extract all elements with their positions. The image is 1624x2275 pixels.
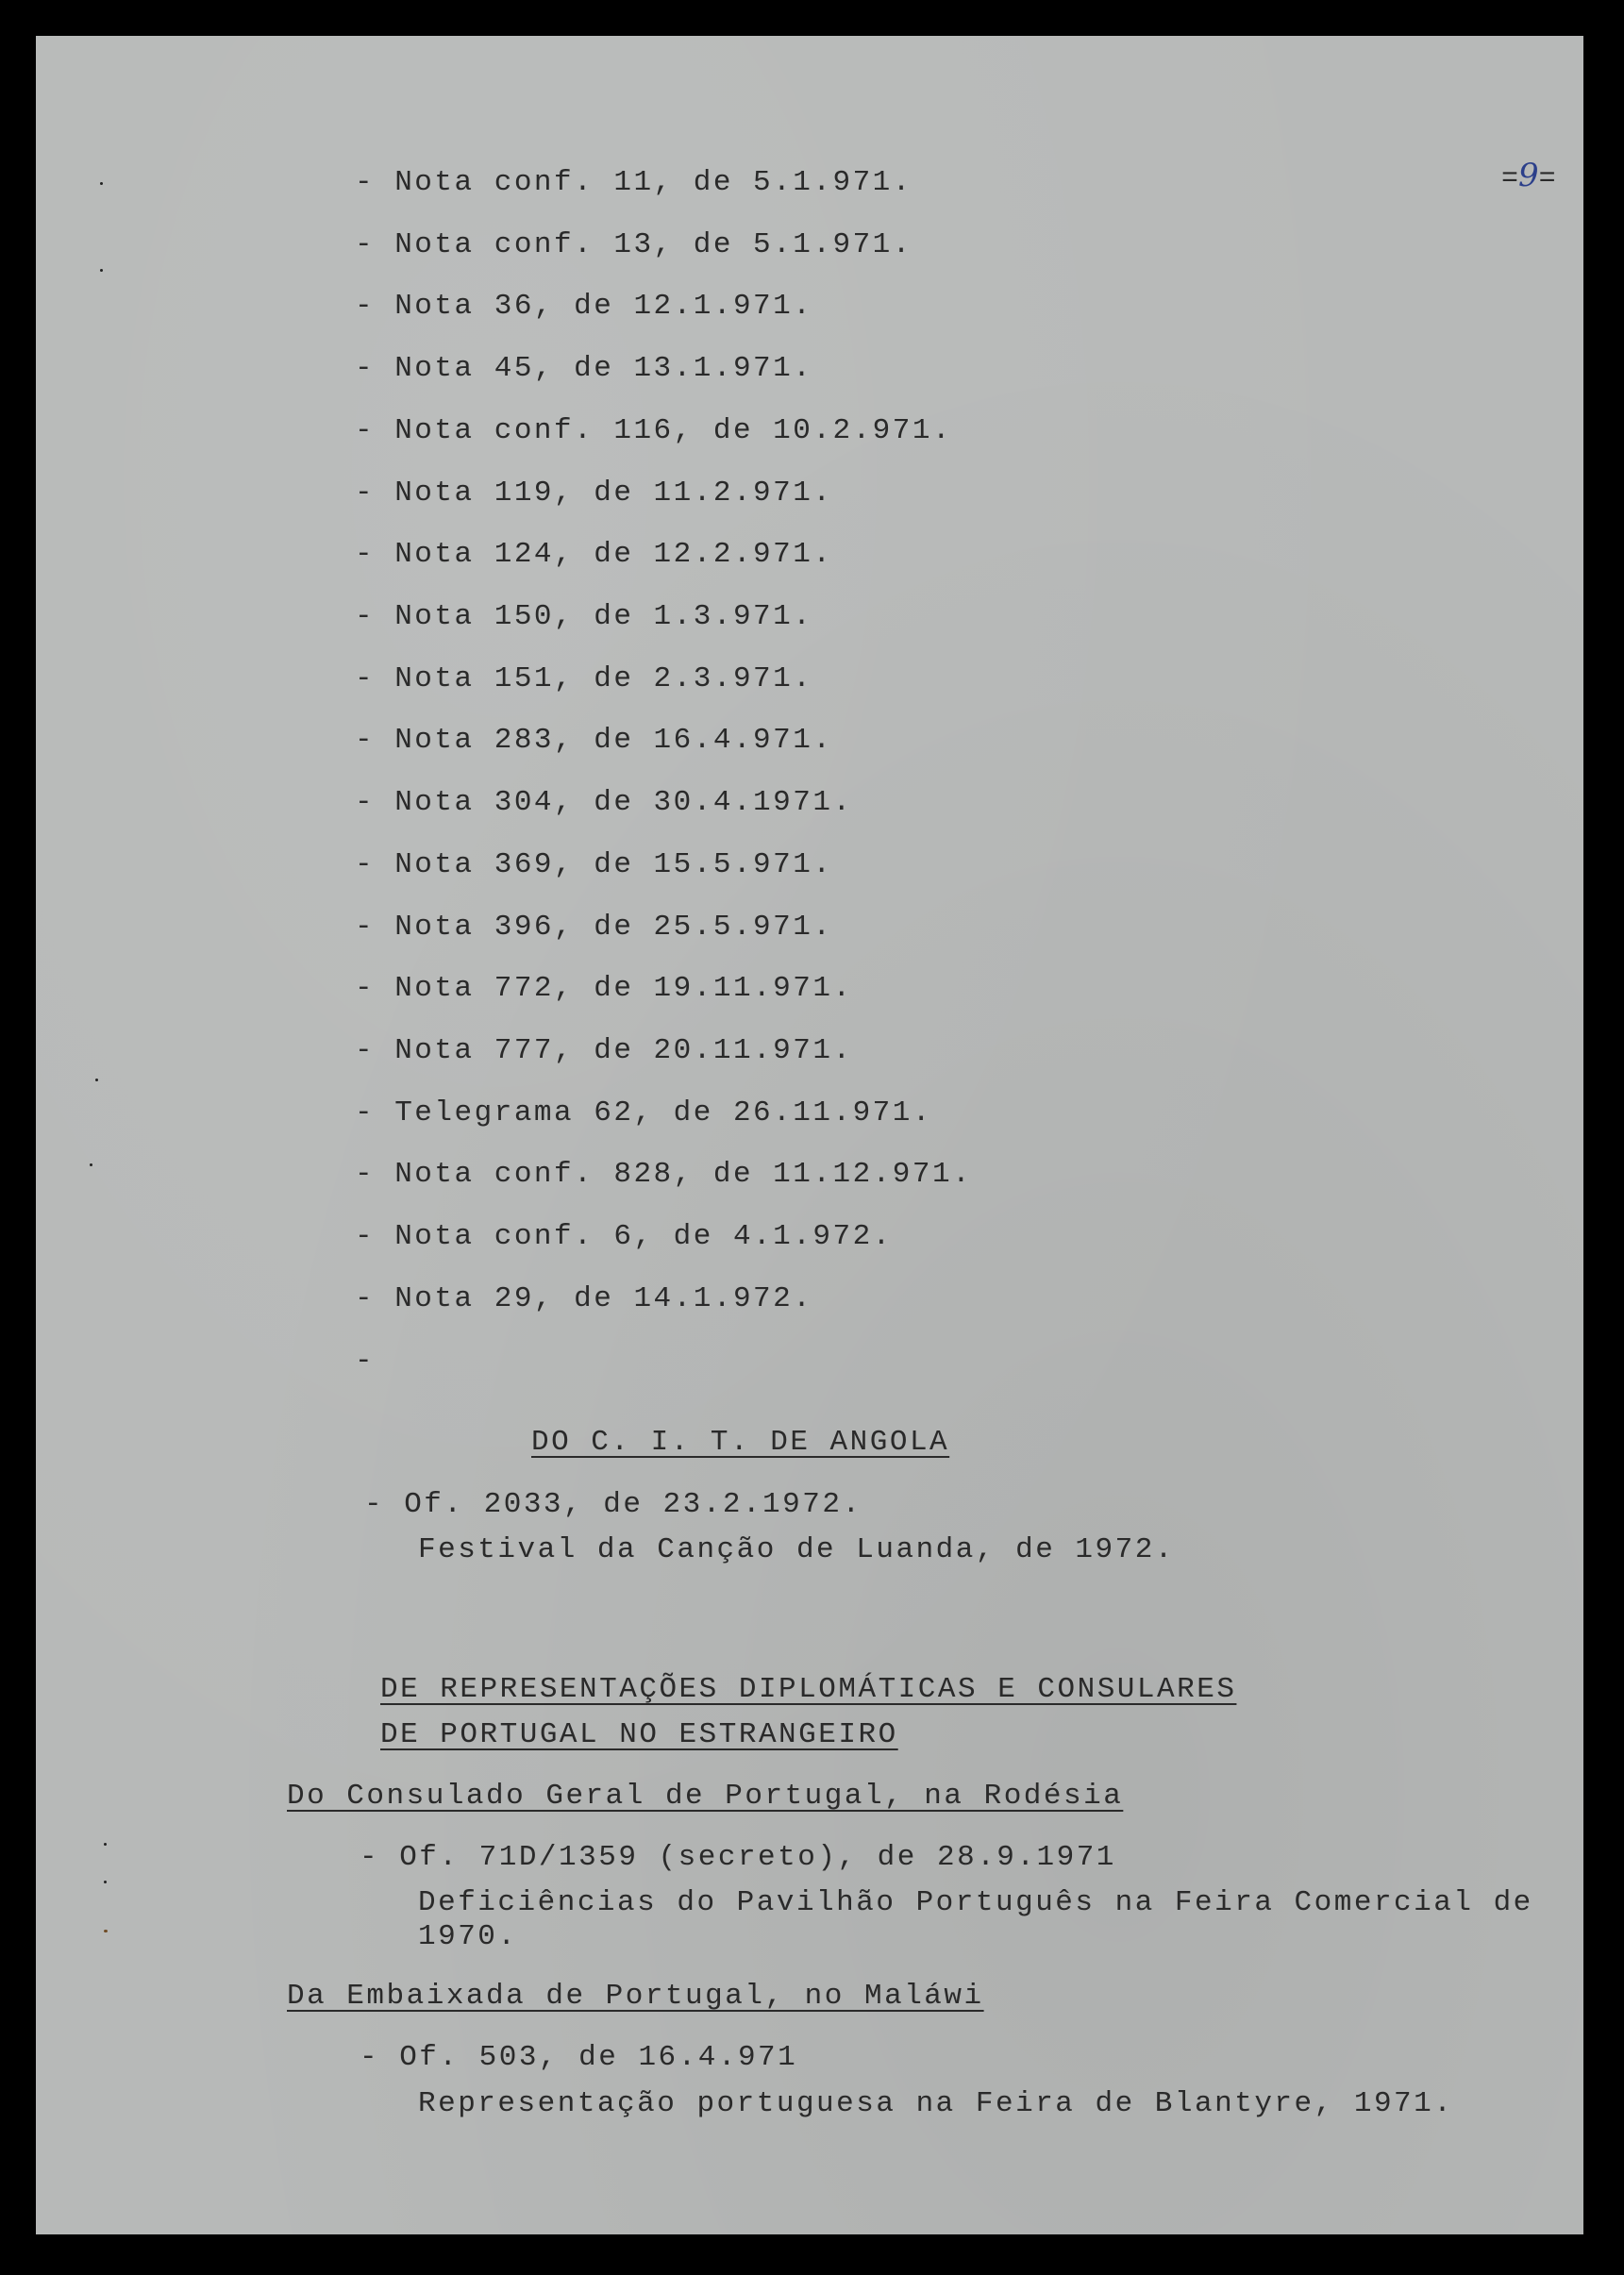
page-number: =9= (1501, 157, 1556, 195)
note-entry: - Telegrama 62, de 26.11.971. (355, 1096, 932, 1129)
note-entry: - Nota conf. 116, de 10.2.971. (355, 414, 953, 447)
handwritten-page-number: 9 (1518, 157, 1539, 194)
note-entry: - Nota 396, de 25.5.971. (355, 911, 833, 944)
note-entry: - Nota 151, de 2.3.971. (355, 662, 813, 695)
subheading-consulado: Do Consulado Geral de Portugal, na Rodésia (287, 1780, 1124, 1813)
margin-mark (104, 1930, 108, 1932)
margin-mark (104, 1881, 107, 1883)
note-entry: - Nota 45, de 13.1.971. (355, 352, 813, 385)
cit-entry-description: Festival da Canção de Luanda, de 1972. (418, 1533, 1175, 1566)
note-entry: - Nota conf. 6, de 4.1.972. (355, 1220, 893, 1253)
cit-entry-reference: - Of. 2033, de 23.2.1972. (364, 1488, 862, 1521)
note-entry: - Nota conf. 11, de 5.1.971. (355, 166, 912, 199)
note-entry: - Nota conf. 13, de 5.1.971. (355, 228, 912, 261)
note-entry: - Nota 36, de 12.1.971. (355, 290, 813, 323)
note-entry: - Nota conf. 828, de 11.12.971. (355, 1158, 973, 1191)
subheading-embaixada: Da Embaixada de Portugal, no Maláwi (287, 1980, 984, 2013)
margin-mark (90, 1163, 92, 1166)
embaixada-entry-reference: - Of. 503, de 16.4.971 (360, 2041, 798, 2074)
note-entry: - Nota 772, de 19.11.971. (355, 972, 853, 1005)
note-entry: - Nota 119, de 11.2.971. (355, 477, 833, 510)
embaixada-entry-description: Representação portuguesa na Feira de Blantyre, 1971. (418, 2087, 1454, 2120)
note-entry: - (355, 1345, 376, 1378)
note-entry: - Nota 777, de 20.11.971. (355, 1034, 853, 1067)
margin-mark (100, 182, 103, 185)
note-entry: - Nota 283, de 16.4.971. (355, 724, 833, 757)
note-entry: - Nota 369, de 15.5.971. (355, 848, 833, 881)
margin-mark (100, 269, 103, 272)
consulado-entry-reference: - Of. 71D/1359 (secreto), de 28.9.1971 (360, 1841, 1116, 1874)
note-entry: - Nota 124, de 12.2.971. (355, 538, 833, 571)
margin-mark (104, 1843, 107, 1846)
consulado-entry-description: Deficiências do Pavilhão Português na Feira Comercial de (418, 1886, 1533, 1919)
note-entry: - Nota 150, de 1.3.971. (355, 600, 813, 633)
margin-mark (95, 1079, 98, 1081)
section-heading-representacoes: DE REPRESENTAÇÕES DIPLOMÁTICAS E CONSULARES (380, 1673, 1237, 1706)
consulado-entry-description-cont: 1970. (418, 1920, 518, 1953)
document-page (36, 36, 1583, 2234)
section-heading-cit: DO C. I. T. DE ANGOLA (531, 1426, 950, 1459)
note-entry: - Nota 29, de 14.1.972. (355, 1282, 813, 1315)
note-entry: - Nota 304, de 30.4.1971. (355, 786, 853, 819)
section-heading-representacoes-line2: DE PORTUGAL NO ESTRANGEIRO (380, 1718, 898, 1751)
